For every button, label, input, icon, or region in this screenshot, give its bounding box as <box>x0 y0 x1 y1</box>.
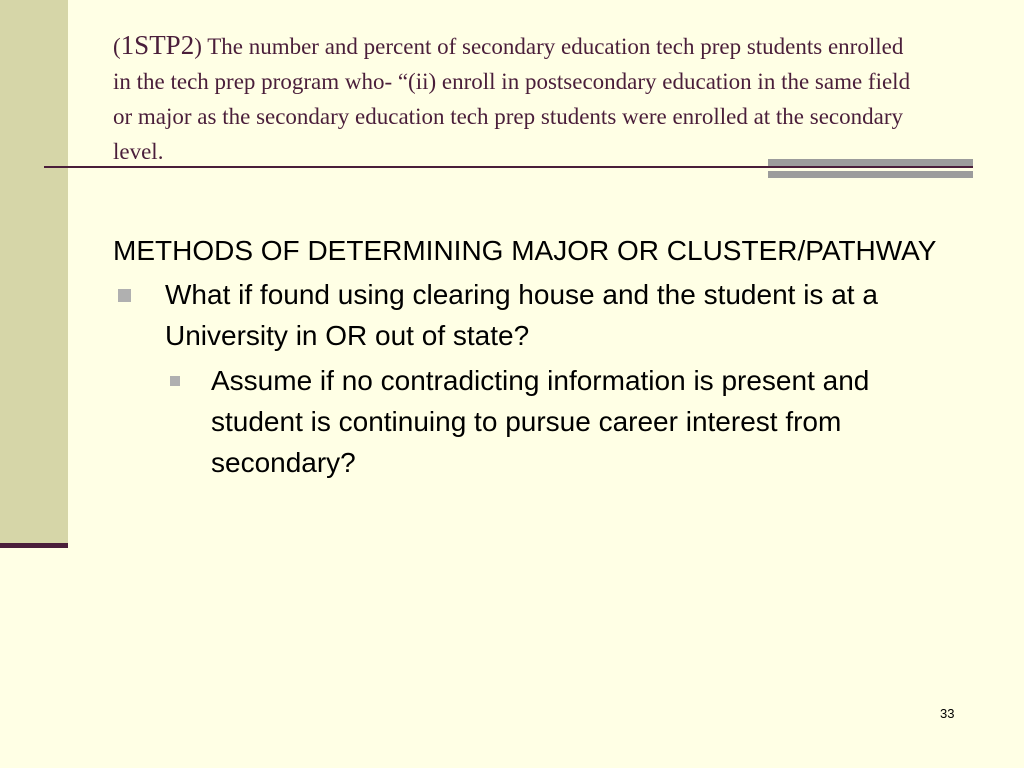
title-rule-accent-bottom <box>768 171 973 178</box>
title-text: ) The number and percent of secondary education tech prep students enrolled in the tech prep program who- “(ii) enroll in postsecondary education in the same field or major as the secondary education tech prep students were enrolled at the secondary level. <box>113 34 911 164</box>
bullet-level-2 <box>113 360 963 483</box>
title-divider <box>44 166 973 168</box>
square-bullet-icon <box>118 289 131 302</box>
left-sidebar-accent-line <box>0 543 68 548</box>
bullet-level-2-text: Assume if no contradicting information is present and student is continuing to pursue career interest from secondary? <box>211 365 870 478</box>
square-bullet-icon <box>170 376 180 386</box>
page-number: 33 <box>940 706 955 721</box>
title-code: 1STP2 <box>120 30 195 60</box>
content-heading: METHODS OF DETERMINING MAJOR OR CLUSTER/PATHWAY <box>113 235 937 266</box>
slide-title <box>113 28 913 169</box>
bullet-level-1 <box>113 274 963 356</box>
slide-content <box>113 230 963 483</box>
left-sidebar-bar <box>0 0 68 545</box>
bullet-level-1-text: What if found using clearing house and the student is at a University in OR out of state? <box>165 279 878 351</box>
title-open-paren: ( <box>113 34 121 59</box>
